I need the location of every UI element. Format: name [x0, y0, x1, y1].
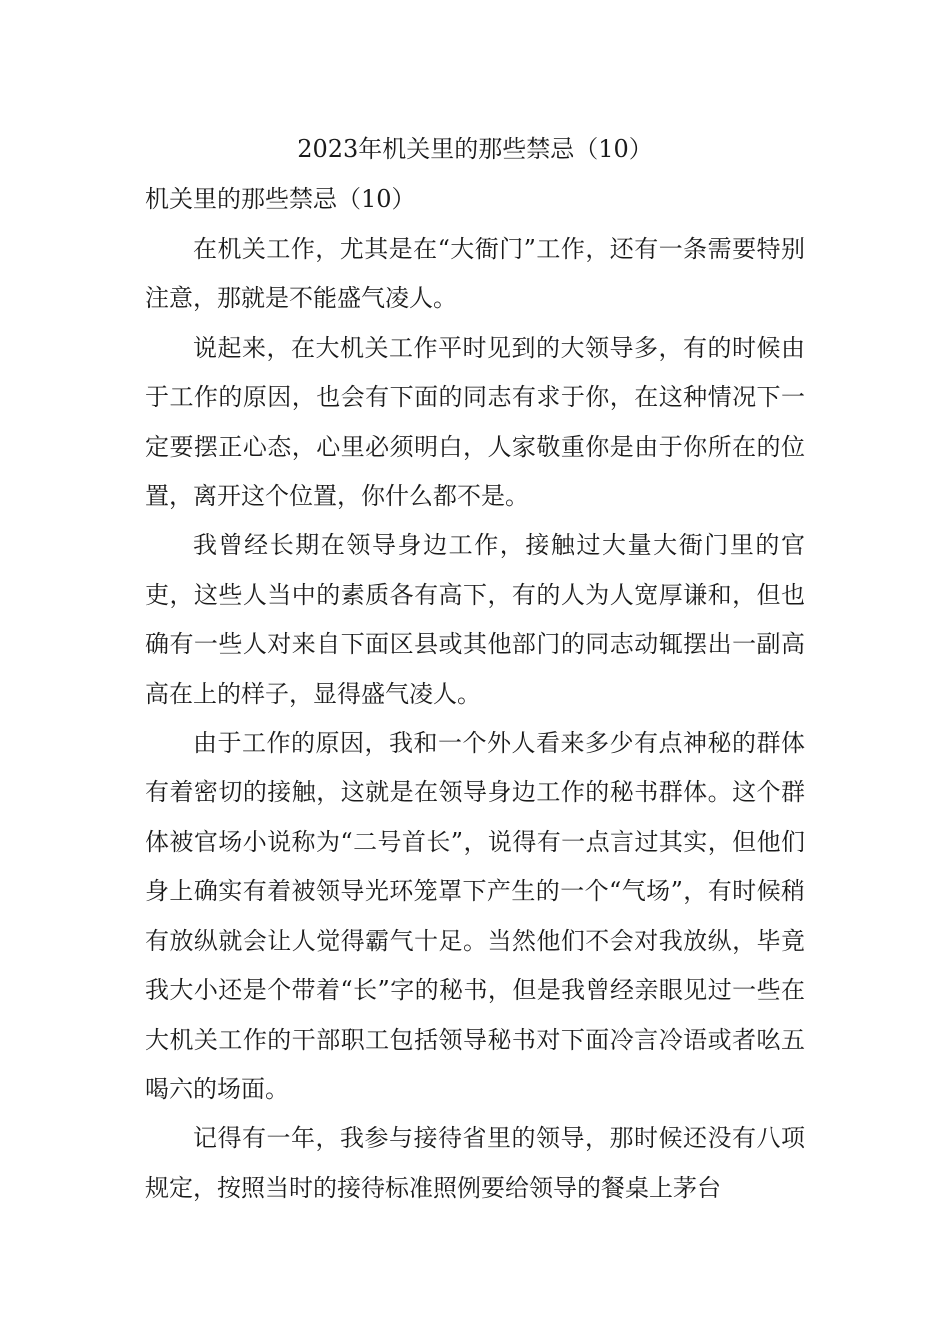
document-body: [145, 225, 805, 1213]
paragraph: 由于工作的原因，我和一个外人看来多少有点神秘的群体有着密切的接触，这就是在领导身边工作的秘书群体。这个群体被官场小说称为“二号首长”，说得有一点言过其实，但他们身上确实有着被领导光环笼罩下产生的一个“气场”，有时候稍有放纵就会让人觉得霸气十足。当然他们不会对我放纵，毕竟我大小还是个带着“长”字的秘书，但是我曾经亲眼见过一些在大机关工作的干部职工包括领导秘书对下面冷言冷语或者吆五喝六的场面。: [145, 729, 805, 1103]
paragraph: 记得有一年，我参与接待省里的领导，那时候还没有八项规定，按照当时的接待标准照例要给领导的餐桌上茅台: [145, 1124, 805, 1202]
document-subtitle: 机关里的那些禁忌（10）: [145, 185, 416, 213]
paragraph: 在机关工作，尤其是在“大衙门”工作，还有一条需要特别注意，那就是不能盛气凌人。: [145, 235, 805, 313]
paragraph: 说起来，在大机关工作平时见到的大领导多，有的时候由于工作的原因，也会有下面的同志有求于你，在这种情况下一定要摆正心态，心里必须明白，人家敬重你是由于你所在的位置，离开这个位置，你什么都不是。: [145, 333, 805, 511]
document-title: 2023年机关里的那些禁忌（10）: [297, 135, 653, 163]
paragraph: 我曾经长期在领导身边工作，接触过大量大衙门里的官吏，这些人当中的素质各有高下，有的人为人宽厚谦和，但也确有一些人对来自下面区县或其他部门的同志动辄摆出一副高高在上的样子，显得盛气凌人。: [145, 531, 805, 708]
